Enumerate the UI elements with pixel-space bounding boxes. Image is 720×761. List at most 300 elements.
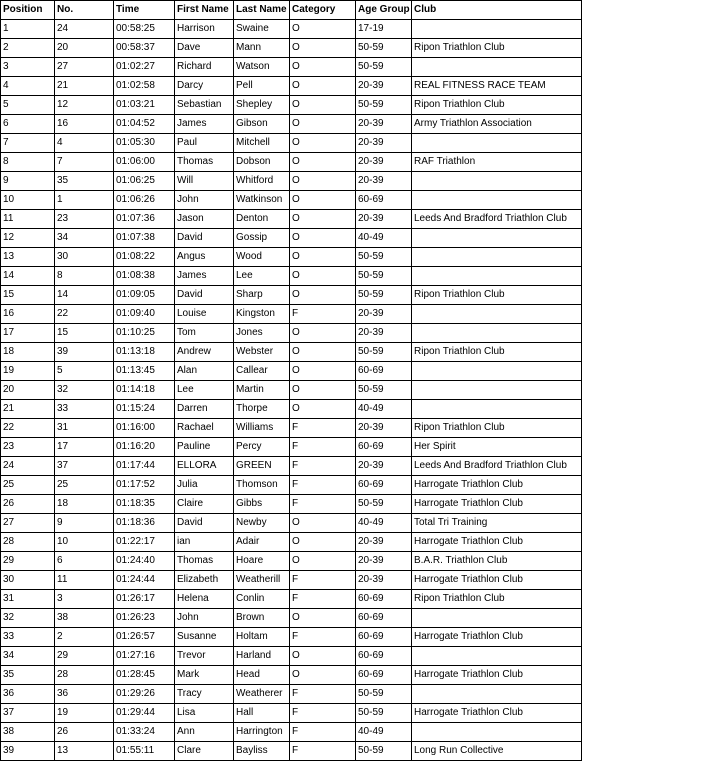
number-cell: 9 xyxy=(55,514,114,533)
table-row xyxy=(1,324,582,343)
age-group-cell: 50-59 xyxy=(356,286,412,305)
time-cell: 01:09:05 xyxy=(114,286,175,305)
table-header xyxy=(1,1,582,20)
category-cell: O xyxy=(290,514,356,533)
table-row xyxy=(1,400,582,419)
category-cell: O xyxy=(290,343,356,362)
age-group-cell: 60-69 xyxy=(356,362,412,381)
time-cell: 01:24:44 xyxy=(114,571,175,590)
last-name-cell: Thomson xyxy=(234,476,290,495)
last-name-cell: Jones xyxy=(234,324,290,343)
age-group-cell: 20-39 xyxy=(356,552,412,571)
category-cell: O xyxy=(290,115,356,134)
last-name-cell: Gossip xyxy=(234,229,290,248)
table-row xyxy=(1,77,582,96)
category-cell: F xyxy=(290,590,356,609)
position-cell: 26 xyxy=(1,495,55,514)
number-cell: 35 xyxy=(55,172,114,191)
number-cell: 2 xyxy=(55,628,114,647)
last-name-cell: Lee xyxy=(234,267,290,286)
age-group-cell: 20-39 xyxy=(356,153,412,172)
table-row xyxy=(1,153,582,172)
position-cell: 10 xyxy=(1,191,55,210)
position-cell: 5 xyxy=(1,96,55,115)
time-cell: 01:03:21 xyxy=(114,96,175,115)
first-name-cell: Helena xyxy=(175,590,234,609)
position-cell: 13 xyxy=(1,248,55,267)
number-cell: 25 xyxy=(55,476,114,495)
club-cell xyxy=(412,324,582,343)
position-cell: 1 xyxy=(1,20,55,39)
table-row xyxy=(1,172,582,191)
age-group-cell: 60-69 xyxy=(356,647,412,666)
club-cell: B.A.R. Triathlon Club xyxy=(412,552,582,571)
category-cell: O xyxy=(290,267,356,286)
time-cell: 01:26:23 xyxy=(114,609,175,628)
time-cell: 00:58:37 xyxy=(114,39,175,58)
club-cell: Harrogate Triathlon Club xyxy=(412,666,582,685)
club-cell xyxy=(412,381,582,400)
position-cell: 38 xyxy=(1,723,55,742)
time-cell: 01:06:25 xyxy=(114,172,175,191)
age-group-cell: 60-69 xyxy=(356,590,412,609)
table-row xyxy=(1,286,582,305)
age-group-cell: 50-59 xyxy=(356,343,412,362)
header-category: Category xyxy=(290,1,356,20)
category-cell: O xyxy=(290,552,356,571)
last-name-cell: Hoare xyxy=(234,552,290,571)
last-name-cell: Holtam xyxy=(234,628,290,647)
club-cell: Her Spirit xyxy=(412,438,582,457)
number-cell: 15 xyxy=(55,324,114,343)
position-cell: 21 xyxy=(1,400,55,419)
header-row xyxy=(1,1,582,20)
time-cell: 01:24:40 xyxy=(114,552,175,571)
time-cell: 01:05:30 xyxy=(114,134,175,153)
number-cell: 26 xyxy=(55,723,114,742)
age-group-cell: 20-39 xyxy=(356,571,412,590)
time-cell: 00:58:25 xyxy=(114,20,175,39)
last-name-cell: Denton xyxy=(234,210,290,229)
first-name-cell: ELLORA xyxy=(175,457,234,476)
first-name-cell: Mark xyxy=(175,666,234,685)
club-cell: Harrogate Triathlon Club xyxy=(412,571,582,590)
age-group-cell: 20-39 xyxy=(356,172,412,191)
last-name-cell: Dobson xyxy=(234,153,290,172)
number-cell: 18 xyxy=(55,495,114,514)
club-cell xyxy=(412,229,582,248)
first-name-cell: David xyxy=(175,286,234,305)
last-name-cell: Mann xyxy=(234,39,290,58)
table-row xyxy=(1,666,582,685)
club-cell xyxy=(412,248,582,267)
category-cell: F xyxy=(290,571,356,590)
number-cell: 33 xyxy=(55,400,114,419)
age-group-cell: 50-59 xyxy=(356,39,412,58)
table-row xyxy=(1,476,582,495)
first-name-cell: Paul xyxy=(175,134,234,153)
time-cell: 01:16:00 xyxy=(114,419,175,438)
first-name-cell: Dave xyxy=(175,39,234,58)
last-name-cell: Gibson xyxy=(234,115,290,134)
header-age-group: Age Group xyxy=(356,1,412,20)
age-group-cell: 50-59 xyxy=(356,495,412,514)
table-row xyxy=(1,305,582,324)
time-cell: 01:06:26 xyxy=(114,191,175,210)
time-cell: 01:33:24 xyxy=(114,723,175,742)
club-cell: Leeds And Bradford Triathlon Club xyxy=(412,457,582,476)
first-name-cell: David xyxy=(175,229,234,248)
club-cell: RAF Triathlon xyxy=(412,153,582,172)
category-cell: O xyxy=(290,248,356,267)
last-name-cell: Martin xyxy=(234,381,290,400)
age-group-cell: 50-59 xyxy=(356,704,412,723)
number-cell: 37 xyxy=(55,457,114,476)
number-cell: 29 xyxy=(55,647,114,666)
number-cell: 3 xyxy=(55,590,114,609)
age-group-cell: 50-59 xyxy=(356,248,412,267)
category-cell: O xyxy=(290,134,356,153)
time-cell: 01:07:36 xyxy=(114,210,175,229)
table-row xyxy=(1,20,582,39)
club-cell: Leeds And Bradford Triathlon Club xyxy=(412,210,582,229)
age-group-cell: 50-59 xyxy=(356,742,412,761)
time-cell: 01:18:35 xyxy=(114,495,175,514)
position-cell: 28 xyxy=(1,533,55,552)
table-row xyxy=(1,609,582,628)
club-cell: Ripon Triathlon Club xyxy=(412,286,582,305)
category-cell: O xyxy=(290,609,356,628)
table-row xyxy=(1,552,582,571)
time-cell: 01:29:26 xyxy=(114,685,175,704)
last-name-cell: Bayliss xyxy=(234,742,290,761)
position-cell: 2 xyxy=(1,39,55,58)
last-name-cell: Swaine xyxy=(234,20,290,39)
position-cell: 14 xyxy=(1,267,55,286)
number-cell: 4 xyxy=(55,134,114,153)
age-group-cell: 40-49 xyxy=(356,400,412,419)
age-group-cell: 20-39 xyxy=(356,134,412,153)
club-cell xyxy=(412,400,582,419)
club-cell: Ripon Triathlon Club xyxy=(412,419,582,438)
table-row xyxy=(1,115,582,134)
club-cell xyxy=(412,134,582,153)
position-cell: 27 xyxy=(1,514,55,533)
position-cell: 16 xyxy=(1,305,55,324)
table-row xyxy=(1,96,582,115)
number-cell: 1 xyxy=(55,191,114,210)
first-name-cell: Andrew xyxy=(175,343,234,362)
time-cell: 01:26:17 xyxy=(114,590,175,609)
category-cell: O xyxy=(290,381,356,400)
category-cell: F xyxy=(290,438,356,457)
category-cell: O xyxy=(290,172,356,191)
last-name-cell: Kingston xyxy=(234,305,290,324)
last-name-cell: Conlin xyxy=(234,590,290,609)
first-name-cell: Angus xyxy=(175,248,234,267)
number-cell: 13 xyxy=(55,742,114,761)
position-cell: 19 xyxy=(1,362,55,381)
last-name-cell: Williams xyxy=(234,419,290,438)
category-cell: O xyxy=(290,647,356,666)
club-cell: Harrogate Triathlon Club xyxy=(412,495,582,514)
first-name-cell: James xyxy=(175,267,234,286)
club-cell xyxy=(412,191,582,210)
time-cell: 01:17:44 xyxy=(114,457,175,476)
last-name-cell: Percy xyxy=(234,438,290,457)
club-cell: Total Tri Training xyxy=(412,514,582,533)
table-row xyxy=(1,58,582,77)
age-group-cell: 60-69 xyxy=(356,476,412,495)
club-cell xyxy=(412,362,582,381)
position-cell: 25 xyxy=(1,476,55,495)
club-cell: Ripon Triathlon Club xyxy=(412,96,582,115)
age-group-cell: 60-69 xyxy=(356,438,412,457)
club-cell xyxy=(412,647,582,666)
first-name-cell: Elizabeth xyxy=(175,571,234,590)
last-name-cell: Brown xyxy=(234,609,290,628)
table-row xyxy=(1,362,582,381)
category-cell: F xyxy=(290,305,356,324)
first-name-cell: Jason xyxy=(175,210,234,229)
category-cell: O xyxy=(290,191,356,210)
last-name-cell: Hall xyxy=(234,704,290,723)
first-name-cell: Darcy xyxy=(175,77,234,96)
position-cell: 4 xyxy=(1,77,55,96)
club-cell: Harrogate Triathlon Club xyxy=(412,533,582,552)
age-group-cell: 17-19 xyxy=(356,20,412,39)
category-cell: F xyxy=(290,742,356,761)
first-name-cell: James xyxy=(175,115,234,134)
category-cell: O xyxy=(290,96,356,115)
age-group-cell: 40-49 xyxy=(356,229,412,248)
club-cell: Harrogate Triathlon Club xyxy=(412,704,582,723)
club-cell: Harrogate Triathlon Club xyxy=(412,628,582,647)
position-cell: 32 xyxy=(1,609,55,628)
first-name-cell: Will xyxy=(175,172,234,191)
time-cell: 01:28:45 xyxy=(114,666,175,685)
table-row xyxy=(1,248,582,267)
position-cell: 12 xyxy=(1,229,55,248)
position-cell: 9 xyxy=(1,172,55,191)
club-cell: Harrogate Triathlon Club xyxy=(412,476,582,495)
last-name-cell: Weatherill xyxy=(234,571,290,590)
time-cell: 01:08:22 xyxy=(114,248,175,267)
first-name-cell: Alan xyxy=(175,362,234,381)
category-cell: O xyxy=(290,153,356,172)
category-cell: O xyxy=(290,400,356,419)
position-cell: 34 xyxy=(1,647,55,666)
age-group-cell: 40-49 xyxy=(356,723,412,742)
table-row xyxy=(1,381,582,400)
first-name-cell: Pauline xyxy=(175,438,234,457)
table-row xyxy=(1,685,582,704)
position-cell: 7 xyxy=(1,134,55,153)
table-row xyxy=(1,419,582,438)
time-cell: 01:27:16 xyxy=(114,647,175,666)
age-group-cell: 50-59 xyxy=(356,96,412,115)
first-name-cell: Thomas xyxy=(175,153,234,172)
number-cell: 22 xyxy=(55,305,114,324)
position-cell: 35 xyxy=(1,666,55,685)
number-cell: 31 xyxy=(55,419,114,438)
last-name-cell: Adair xyxy=(234,533,290,552)
first-name-cell: Rachael xyxy=(175,419,234,438)
club-cell xyxy=(412,58,582,77)
last-name-cell: Harland xyxy=(234,647,290,666)
category-cell: F xyxy=(290,495,356,514)
time-cell: 01:55:11 xyxy=(114,742,175,761)
first-name-cell: Harrison xyxy=(175,20,234,39)
table-row xyxy=(1,704,582,723)
last-name-cell: Wood xyxy=(234,248,290,267)
category-cell: O xyxy=(290,20,356,39)
time-cell: 01:16:20 xyxy=(114,438,175,457)
first-name-cell: Richard xyxy=(175,58,234,77)
club-cell xyxy=(412,685,582,704)
header-first-name: First Name xyxy=(175,1,234,20)
table-row xyxy=(1,590,582,609)
last-name-cell: Harrington xyxy=(234,723,290,742)
number-cell: 12 xyxy=(55,96,114,115)
time-cell: 01:10:25 xyxy=(114,324,175,343)
number-cell: 10 xyxy=(55,533,114,552)
first-name-cell: Darren xyxy=(175,400,234,419)
club-cell: Ripon Triathlon Club xyxy=(412,590,582,609)
club-cell xyxy=(412,267,582,286)
first-name-cell: Louise xyxy=(175,305,234,324)
table-row xyxy=(1,457,582,476)
last-name-cell: Weatherer xyxy=(234,685,290,704)
time-cell: 01:13:18 xyxy=(114,343,175,362)
first-name-cell: Susanne xyxy=(175,628,234,647)
number-cell: 14 xyxy=(55,286,114,305)
category-cell: F xyxy=(290,685,356,704)
age-group-cell: 20-39 xyxy=(356,324,412,343)
last-name-cell: Newby xyxy=(234,514,290,533)
number-cell: 28 xyxy=(55,666,114,685)
table-row xyxy=(1,343,582,362)
table-row xyxy=(1,438,582,457)
number-cell: 23 xyxy=(55,210,114,229)
last-name-cell: Watson xyxy=(234,58,290,77)
last-name-cell: Whitford xyxy=(234,172,290,191)
number-cell: 34 xyxy=(55,229,114,248)
first-name-cell: Lee xyxy=(175,381,234,400)
club-cell: REAL FITNESS RACE TEAM xyxy=(412,77,582,96)
position-cell: 30 xyxy=(1,571,55,590)
category-cell: F xyxy=(290,723,356,742)
number-cell: 17 xyxy=(55,438,114,457)
first-name-cell: Lisa xyxy=(175,704,234,723)
position-cell: 37 xyxy=(1,704,55,723)
number-cell: 30 xyxy=(55,248,114,267)
category-cell: O xyxy=(290,533,356,552)
club-cell xyxy=(412,609,582,628)
first-name-cell: Claire xyxy=(175,495,234,514)
position-cell: 11 xyxy=(1,210,55,229)
number-cell: 24 xyxy=(55,20,114,39)
last-name-cell: Mitchell xyxy=(234,134,290,153)
age-group-cell: 20-39 xyxy=(356,210,412,229)
number-cell: 36 xyxy=(55,685,114,704)
time-cell: 01:02:27 xyxy=(114,58,175,77)
time-cell: 01:08:38 xyxy=(114,267,175,286)
category-cell: O xyxy=(290,58,356,77)
category-cell: F xyxy=(290,476,356,495)
number-cell: 11 xyxy=(55,571,114,590)
table-row xyxy=(1,723,582,742)
last-name-cell: Shepley xyxy=(234,96,290,115)
position-cell: 24 xyxy=(1,457,55,476)
number-cell: 27 xyxy=(55,58,114,77)
last-name-cell: Callear xyxy=(234,362,290,381)
category-cell: O xyxy=(290,324,356,343)
time-cell: 01:04:52 xyxy=(114,115,175,134)
last-name-cell: GREEN xyxy=(234,457,290,476)
table-row xyxy=(1,495,582,514)
age-group-cell: 50-59 xyxy=(356,58,412,77)
age-group-cell: 60-69 xyxy=(356,666,412,685)
category-cell: O xyxy=(290,210,356,229)
table-row xyxy=(1,210,582,229)
header-last-name: Last Name xyxy=(234,1,290,20)
first-name-cell: Tom xyxy=(175,324,234,343)
table-row xyxy=(1,191,582,210)
age-group-cell: 40-49 xyxy=(356,514,412,533)
position-cell: 39 xyxy=(1,742,55,761)
category-cell: O xyxy=(290,286,356,305)
number-cell: 20 xyxy=(55,39,114,58)
age-group-cell: 20-39 xyxy=(356,419,412,438)
first-name-cell: Ann xyxy=(175,723,234,742)
last-name-cell: Webster xyxy=(234,343,290,362)
first-name-cell: John xyxy=(175,191,234,210)
position-cell: 18 xyxy=(1,343,55,362)
category-cell: F xyxy=(290,704,356,723)
club-cell: Long Run Collective xyxy=(412,742,582,761)
number-cell: 8 xyxy=(55,267,114,286)
time-cell: 01:06:00 xyxy=(114,153,175,172)
time-cell: 01:17:52 xyxy=(114,476,175,495)
category-cell: F xyxy=(290,419,356,438)
table-row xyxy=(1,39,582,58)
time-cell: 01:18:36 xyxy=(114,514,175,533)
table-body xyxy=(1,20,582,761)
category-cell: F xyxy=(290,457,356,476)
header-club: Club xyxy=(412,1,582,20)
table-row xyxy=(1,229,582,248)
table-row xyxy=(1,267,582,286)
header-number: No. xyxy=(55,1,114,20)
club-cell xyxy=(412,172,582,191)
table-row xyxy=(1,514,582,533)
category-cell: F xyxy=(290,628,356,647)
club-cell xyxy=(412,20,582,39)
age-group-cell: 50-59 xyxy=(356,381,412,400)
position-cell: 8 xyxy=(1,153,55,172)
age-group-cell: 60-69 xyxy=(356,191,412,210)
position-cell: 31 xyxy=(1,590,55,609)
time-cell: 01:13:45 xyxy=(114,362,175,381)
header-position: Position xyxy=(1,1,55,20)
table-row xyxy=(1,533,582,552)
table-row xyxy=(1,742,582,761)
time-cell: 01:22:17 xyxy=(114,533,175,552)
first-name-cell: David xyxy=(175,514,234,533)
number-cell: 16 xyxy=(55,115,114,134)
first-name-cell: ian xyxy=(175,533,234,552)
